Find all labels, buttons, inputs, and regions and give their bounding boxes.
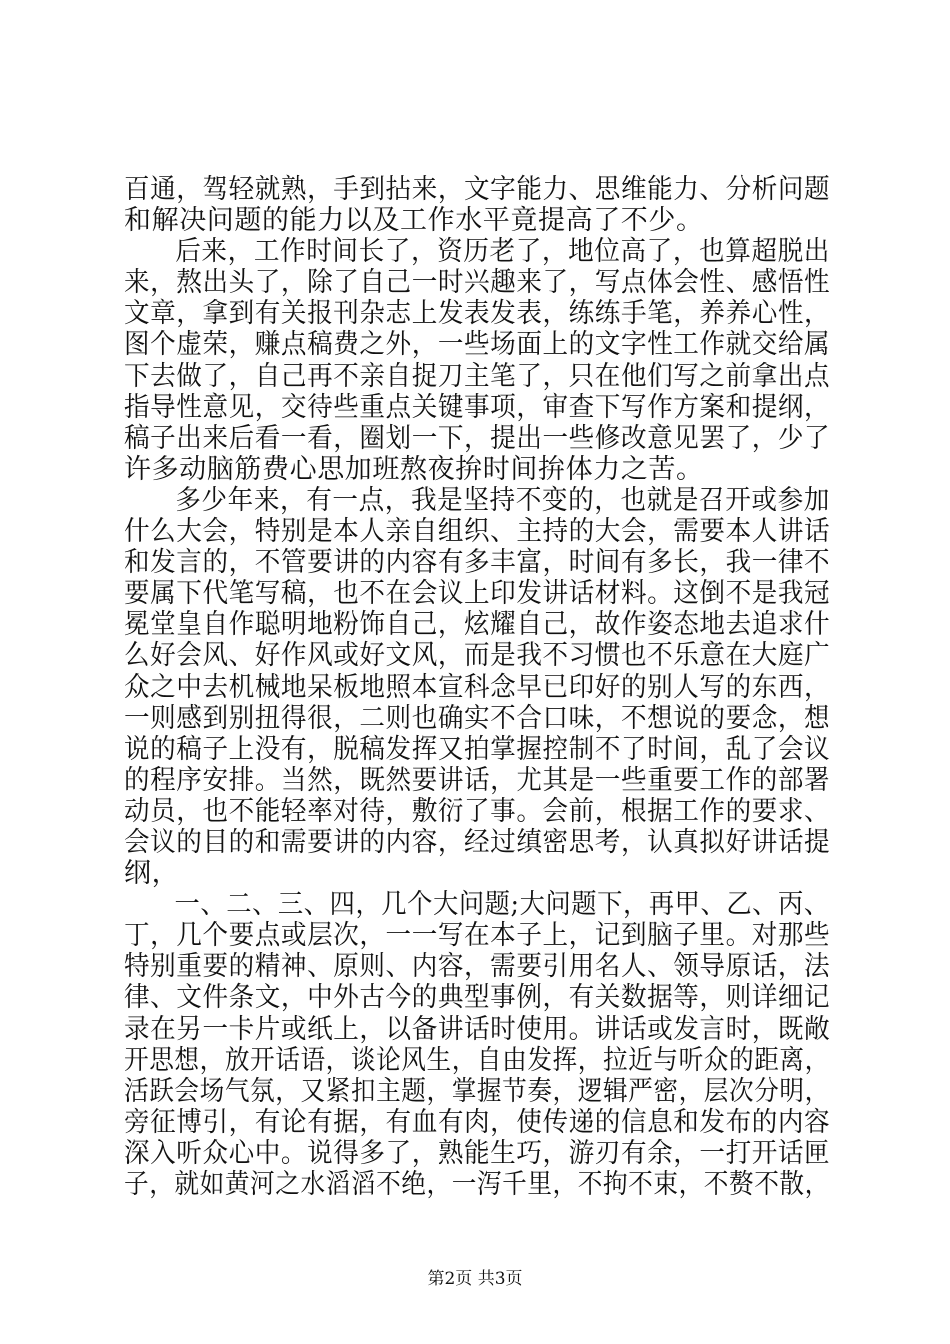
text-line: 旁征博引，有论有据，有血有肉，使传递的信息和发布的内容 xyxy=(124,1106,831,1138)
text-line: 动员，也不能轻率对待，敷衍了事。会前，根据工作的要求、 xyxy=(124,795,831,827)
text-line: 冕堂皇自作聪明地粉饰自己，炫耀自己，故作姿态地去追求什 xyxy=(124,609,831,641)
text-line: 活跃会场气氛，又紧扣主题，掌握节奏，逻辑严密，层次分明， xyxy=(124,1075,830,1107)
text-line: 百通，驾轻就熟，手到拈来，文字能力、思维能力、分析问题 xyxy=(124,174,831,205)
text-line: 要属下代笔写稿，也不在会议上印发讲话材料。这倒不是我冠 xyxy=(124,578,831,610)
text-line: 什么大会，特别是本人亲自组织、主持的大会，需要本人讲话 xyxy=(124,516,831,548)
text-line: 图个虚荣，赚点稿费之外，一些场面上的文字性工作就交给属 xyxy=(124,329,831,361)
text-line: 么好会风、好作风或好文风，而是我不习惯也不乐意在大庭广 xyxy=(124,640,831,672)
text-line: 后来，工作时间长了，资历老了，地位高了，也算超脱出 xyxy=(175,236,830,268)
text-line: 深入听众心中。说得多了，熟能生巧，游刃有余，一打开话匣 xyxy=(124,1137,831,1169)
text-line: 的程序安排。当然，既然要讲话，尤其是一些重要工作的部署 xyxy=(124,764,831,796)
body-text xyxy=(124,174,830,1200)
text-line: 指导性意见，交待些重点关键事项，审查下写作方案和提纲， xyxy=(124,391,831,423)
text-line: 会议的目的和需要讲的内容，经过缜密思考，认真拟好讲话提 xyxy=(124,826,831,858)
text-line: 一则感到别扭得很，二则也确实不合口味，不想说的要念，想 xyxy=(124,702,831,734)
text-line: 丁，几个要点或层次，一一写在本子上，记到脑子里。对那些 xyxy=(124,920,831,952)
text-line: 稿子出来后看一看，圈划一下，提出一些修改意见罢了，少了 xyxy=(124,422,831,454)
text-line: 开思想，放开话语，谈论风生，自由发挥，拉近与听众的距离， xyxy=(124,1044,830,1076)
text-line: 一、二、三、四，几个大问题;大问题下，再甲、乙、丙、 xyxy=(174,889,830,921)
text-line: 多少年来，有一点，我是坚持不变的，也就是召开或参加 xyxy=(175,484,830,516)
text-line: 录在另一卡片或纸上，以备讲话时使用。讲话或发言时，既敞 xyxy=(124,1013,831,1045)
text-line: 文章，拿到有关报刊杂志上发表发表，练练手笔，养养心性， xyxy=(124,298,831,330)
page-footer: 第2页 共3页 xyxy=(427,1269,523,1289)
text-line: 纲， xyxy=(124,858,180,890)
text-line: 和发言的，不管要讲的内容有多丰富，时间有多长，我一律不 xyxy=(124,547,831,579)
text-line: 子，就如黄河之水滔滔不绝，一泻千里，不拘不束，不赘不散， xyxy=(124,1169,830,1200)
text-line: 众之中去机械地呆板地照本宣科念早已印好的别人写的东西， xyxy=(124,671,831,703)
text-line: 和解决问题的能力以及工作水平竟提高了不少。 xyxy=(124,205,704,237)
text-line: 说的稿子上没有，脱稿发挥又拍掌握控制不了时间，乱了会议 xyxy=(124,733,831,765)
text-line: 许多动脑筋费心思加班熬夜拚时间拚体力之苦。 xyxy=(124,453,704,485)
text-line: 下去做了，自己再不亲自捉刀主笔了，只在他们写之前拿出点 xyxy=(124,360,831,392)
text-line: 特别重要的精神、原则、内容，需要引用名人、领导原话，法 xyxy=(124,951,831,983)
text-line: 律、文件条文，中外古今的典型事例，有关数据等，则详细记 xyxy=(124,982,831,1014)
text-line: 来，熬出头了，除了自己一时兴趣来了，写点体会性、感悟性 xyxy=(124,267,831,299)
